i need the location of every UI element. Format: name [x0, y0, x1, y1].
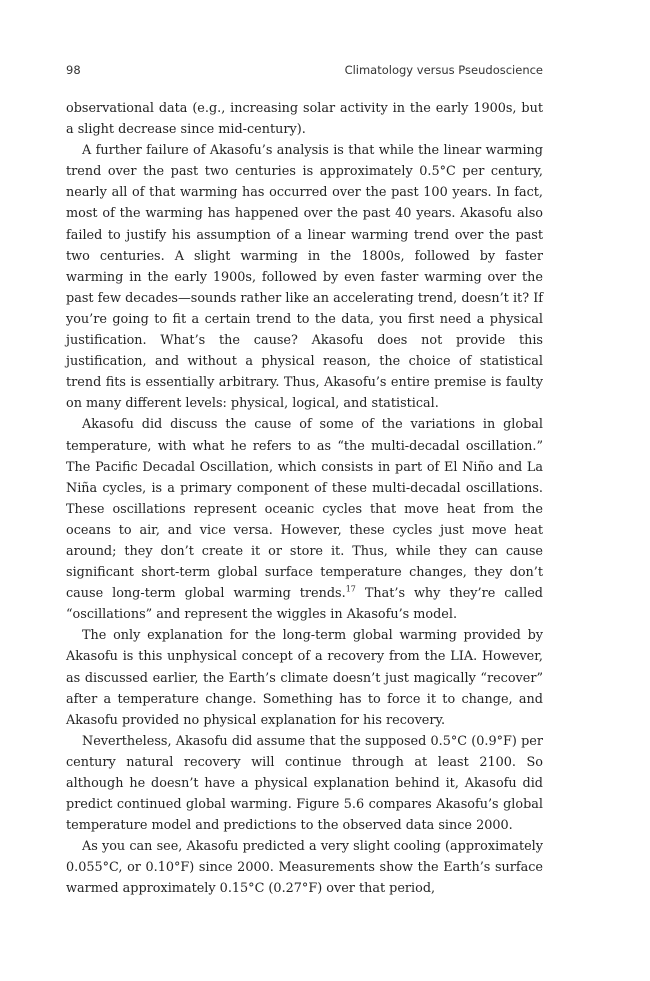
footnote-marker: 17	[345, 584, 356, 594]
paragraph-1: observational data (e.g., increasing solar activity in the early 1900s, but a slight decrease since mid-century).	[66, 101, 543, 138]
paragraph-3	[66, 414, 543, 625]
paragraph-3-text-a: Akasofu did discuss the cause of some of the variations in global temperature, with what he refers to as “the multi-decadal oscillation.” The Pacific Decadal Oscillation, which consists in part of El Niño and La Niña cycles, is a primary component of these multi-decadal oscillations. These oscillations represent oceanic cycles that move heat from the oceans to air, and vice versa. However, these cycles just move heat around; they don’t create it or store it. Thus, while they can cause significant short-term global surface temperature changes, they don’t cause long-term global warming trends.	[66, 417, 543, 602]
paragraph-6: As you can see, Akasofu predicted a very slight cooling (approximately 0.055°C, or 0.10°F) since 2000. Measurements show the Earth’s surface warmed approximately 0.15°C (0.27°F) over that period,	[66, 839, 543, 897]
paragraph-2: A further failure of Akasofu’s analysis is that while the linear warming trend over the past two centuries is approximately 0.5°C per century, nearly all of that warming has occurred over the past 100 years. In fact, most of the warming has happened over the past 40 years. Akasofu also failed to justify his assumption of a linear warming trend over the past two centuries. A slight warming in the 1800s, followed by faster warming in the early 1900s, followed by even faster warming over the past few decades—sounds rather like an accelerating trend, doesn’t it? If you’re going to fit a certain trend to the data, you first need a physical justification. What’s the cause? Akasofu does not provide this justification, and without a physical reason, the choice of statistical trend fits is essentially arbitrary. Thus, Akasofu’s entire premise is faulty on many different levels: physical, logical, and statistical.	[66, 143, 543, 412]
paragraph-4: The only explanation for the long-term global warming provided by Akasofu is this unphysical concept of a recovery from the LIA. However, as discussed earlier, the Earth’s climate doesn’t just magically “recover” after a temperature change. Something has to force it to change, and Akasofu provided no physical explanation for his recovery.	[66, 628, 543, 728]
body-text	[66, 98, 543, 900]
paragraph-5: Nevertheless, Akasofu did assume that the supposed 0.5°C (0.9°F) per century natural recovery will continue through at least 2100. So although he doesn’t have a physical explanation behind it, Akasofu did predict continued global warming. Figure 5.6 compares Akasofu’s global temperature model and predictions to the observed data since 2000.	[66, 733, 543, 834]
page-number: 98	[66, 63, 81, 77]
running-title: Climatology versus Pseudoscience	[344, 63, 543, 77]
paragraph-3-text-b: That’s why they’re called “oscillations” and represent the wiggles in Akasofu’s model.	[66, 586, 543, 623]
